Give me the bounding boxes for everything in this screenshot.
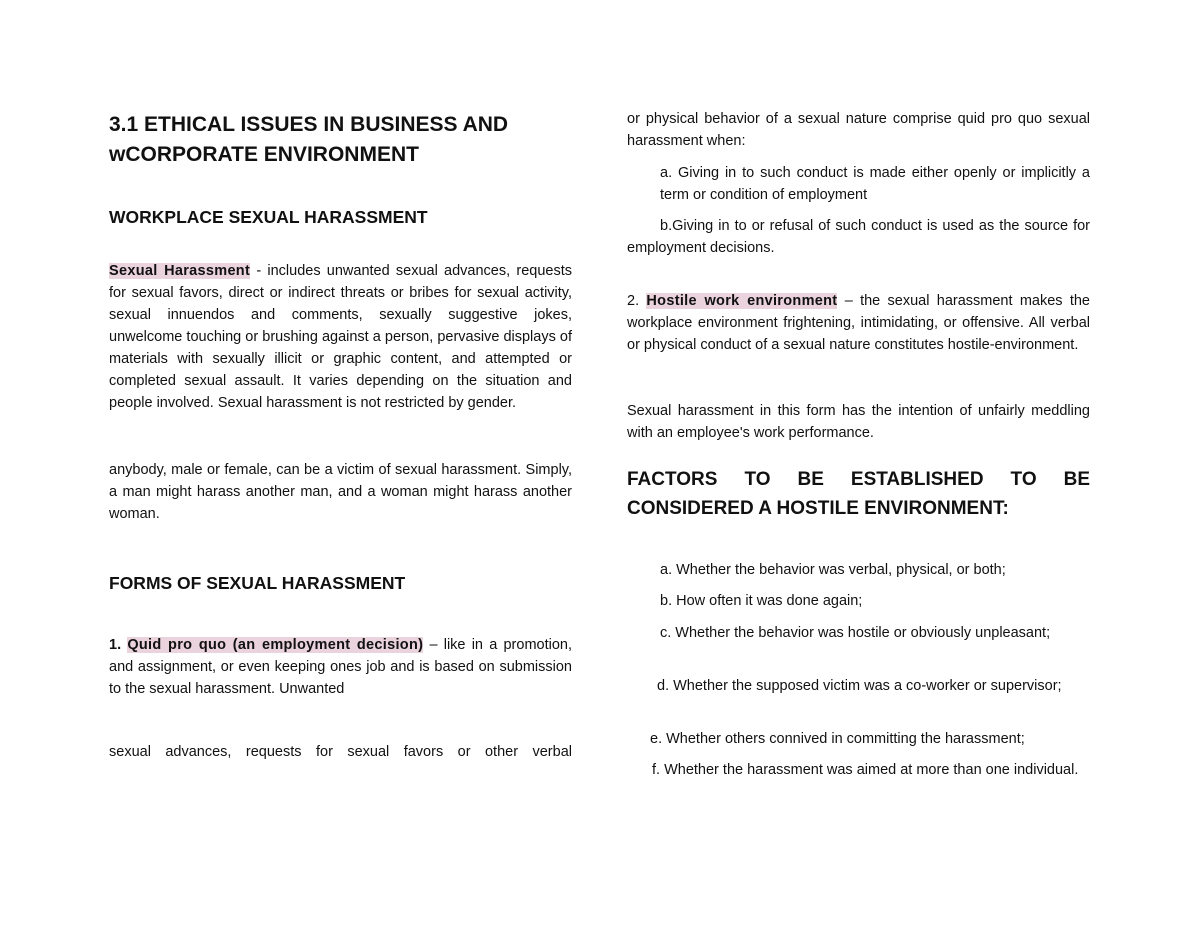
list-item: b.Giving in to or refusal of such conduct is used as the source for employment decisions. [627, 218, 1090, 256]
highlighted-term: Sexual Harassment [109, 263, 251, 279]
highlighted-term: Hostile work environment [646, 293, 838, 309]
paragraph: anybody, male or female, can be a victim of sexual harassment. Simply, a man might harass another man, and a woman might harass another woman. [109, 462, 572, 522]
paragraph: Sexual harassment in this form has the intention of unfairly meddling with an employee's work performance. [627, 403, 1090, 441]
page-title: 3.1 ETHICAL ISSUES IN BUSINESS AND wCORPORATE ENVIRONMENT [109, 113, 509, 166]
paragraph: sexual advances, requests for sexual favors or other verbal [109, 744, 572, 760]
highlighted-term: Quid pro quo (an employment decision) [127, 637, 424, 653]
list-item: a. Whether the behavior was verbal, physical, or both; [660, 562, 1006, 578]
definition-text: - includes unwanted sexual advances, requests for sexual favors, direct or indirect threats or bribes for sexual activity, sexual innuendos and comments, sexually suggestive jokes, unwelcome touching or brushing against a person, pervasive displays of materials with sexually illicit or graphic content, and attempted or completed sexual assault. It varies depending on the situation and people involved. Sexual harassment is not restricted by gender. [109, 263, 572, 411]
list-item: c. Whether the behavior was hostile or obviously unpleasant; [660, 625, 1051, 641]
list-item: b. How often it was done again; [660, 593, 863, 609]
form1-text: – like in a promotion, and assignment, or even keeping ones job and is based on submission to the sexual harassment. Unwanted [109, 637, 573, 697]
list-item: d. Whether the supposed victim was a co-worker or supervisor; [657, 678, 1062, 694]
list-item: a. Giving in to such conduct is made either openly or implicitly a term or condition of employment [660, 165, 1090, 203]
list-number: 2. [627, 293, 647, 309]
list-item: f. Whether the harassment was aimed at more than one individual. [652, 762, 1079, 778]
form2-text: – the sexual harassment makes the workplace environment frightening, intimidating, or offensive. All verbal or physical conduct of a sexual nature constitutes hostile-environment. [627, 293, 1090, 353]
list-item: e. Whether others connived in committing the harassment; [650, 731, 1025, 747]
form1-paragraph [109, 634, 572, 700]
section-heading-forms: FORMS OF SEXUAL HARASSMENT [109, 573, 406, 593]
list-number: 1. [109, 637, 128, 653]
form2-paragraph [627, 290, 1090, 356]
paragraph: or physical behavior of a sexual nature comprise quid pro quo sexual harassment when: [627, 111, 1090, 149]
definition-paragraph [109, 260, 572, 414]
section-heading-factors: FACTORS TO BE ESTABLISHED TO BE CONSIDERED A HOSTILE ENVIRONMENT: [627, 469, 1090, 519]
section-heading-workplace: WORKPLACE SEXUAL HARASSMENT [109, 207, 428, 227]
